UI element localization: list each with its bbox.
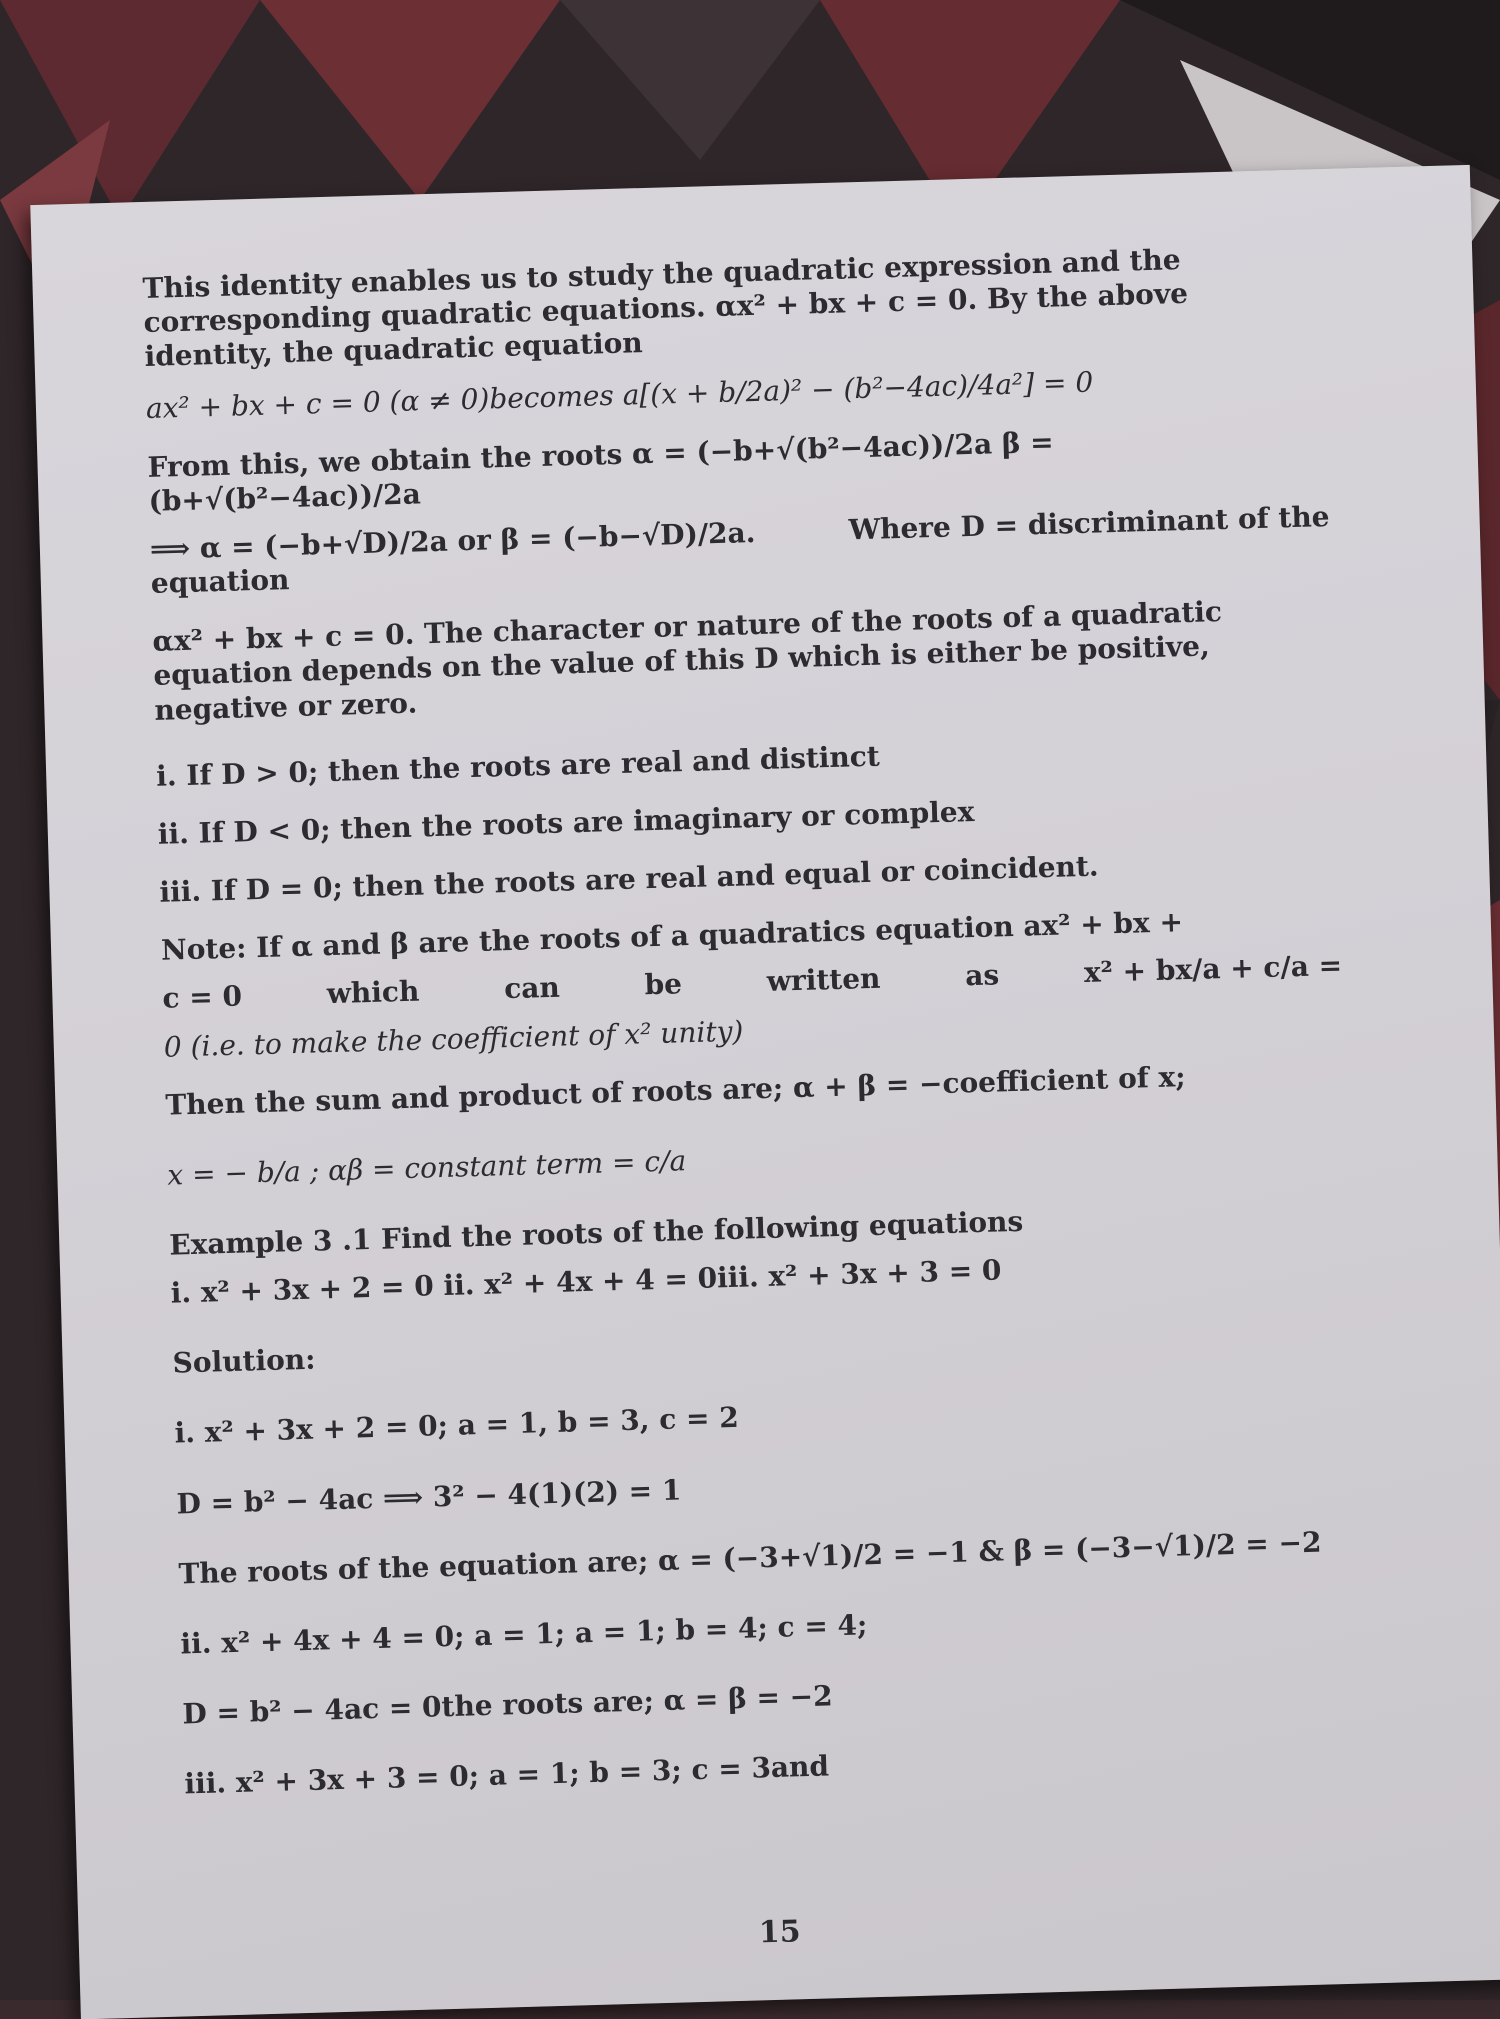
note-word: which — [326, 974, 420, 1011]
page-content — [142, 239, 1364, 1802]
product-line: x = − b/a ; αβ = constant term = c/a — [166, 1143, 687, 1192]
solution-line: D = b² − 4ac = 0the roots are; α = β = −2 — [182, 1679, 834, 1731]
solution-label: Solution: — [172, 1342, 316, 1380]
solution-line: i. x² + 3x + 2 = 0; a = 1, b = 3, c = 2 — [174, 1401, 740, 1450]
solution-line: The roots of the equation are; α = (−3+√1)/2 = −1 & β = (−3−√1)/2 = −2 — [178, 1525, 1322, 1591]
becomes-line: ax² + bx + c = 0 (α ≠ 0)becomes a[(x + b/2a)² − (b²−4ac)/4a²] = 0 — [145, 365, 1094, 426]
note-word: be — [644, 967, 683, 1002]
solution-line: iii. x² + 3x + 3 = 0; a = 1; b = 3; c = 3and — [183, 1749, 830, 1801]
note-word: can — [503, 970, 561, 1006]
case-item: i. If D > 0; then the roots are real and distinct — [155, 739, 881, 793]
note-word: c = 0 — [162, 979, 243, 1016]
example-title: Example 3 .1 Find the roots of the following equations — [168, 1204, 1024, 1262]
discriminant-label: Where D = discriminant of the — [848, 499, 1330, 547]
case-item: ii. If D < 0; then the roots are imaginary or complex — [157, 794, 975, 851]
intro-paragraph: This identity enables us to study the quadratic expression and the corresponding quadratic equations. αx² + bx + c = 0. By the above identity, the quadratic equation — [142, 243, 1189, 374]
note-line-3: 0 (i.e. to make the coefficient of x² unity) — [163, 1014, 744, 1064]
discriminant-formula: ⟹ α = (−b+√D)/2a or β = (−b−√D)/2a. — [149, 515, 756, 566]
solution-line: ii. x² + 4x + 4 = 0; a = 1; a = 1; b = 4; c = 4; — [180, 1608, 868, 1661]
sum-line: Then the sum and product of roots are; α + β = −coefficient of x; — [164, 1059, 1187, 1122]
roots-line: From this, we obtain the roots α = (−b+√(b²−4ac))/2a β = (b+√(b²−4ac))/2a — [147, 425, 1055, 518]
nature-paragraph: αx² + bx + c = 0. The character or nature of the roots of a quadratic equation depends on the value of this D which is either be positive, negative or zero. — [152, 595, 1223, 727]
note-word: as — [964, 958, 1000, 993]
equation-word: equation — [150, 563, 290, 600]
case-item: iii. If D = 0; then the roots are real and equal or coincident. — [159, 849, 1100, 909]
note-word: written — [766, 962, 881, 999]
note-line-1: Note: If α and β are the roots of a quadratics equation ax² + bx + — [160, 905, 1184, 967]
book-page — [30, 165, 1500, 2019]
solution-line: D = b² − 4ac ⟹ 3² − 4(1)(2) = 1 — [176, 1473, 682, 1521]
example-equations: i. x² + 3x + 2 = 0 ii. x² + 4x + 4 = 0iii. x² + 3x + 3 = 0 — [170, 1253, 1002, 1310]
page-number: 15 — [758, 1914, 802, 1951]
note-word: x² + bx/a + c/a = — [1083, 949, 1343, 990]
